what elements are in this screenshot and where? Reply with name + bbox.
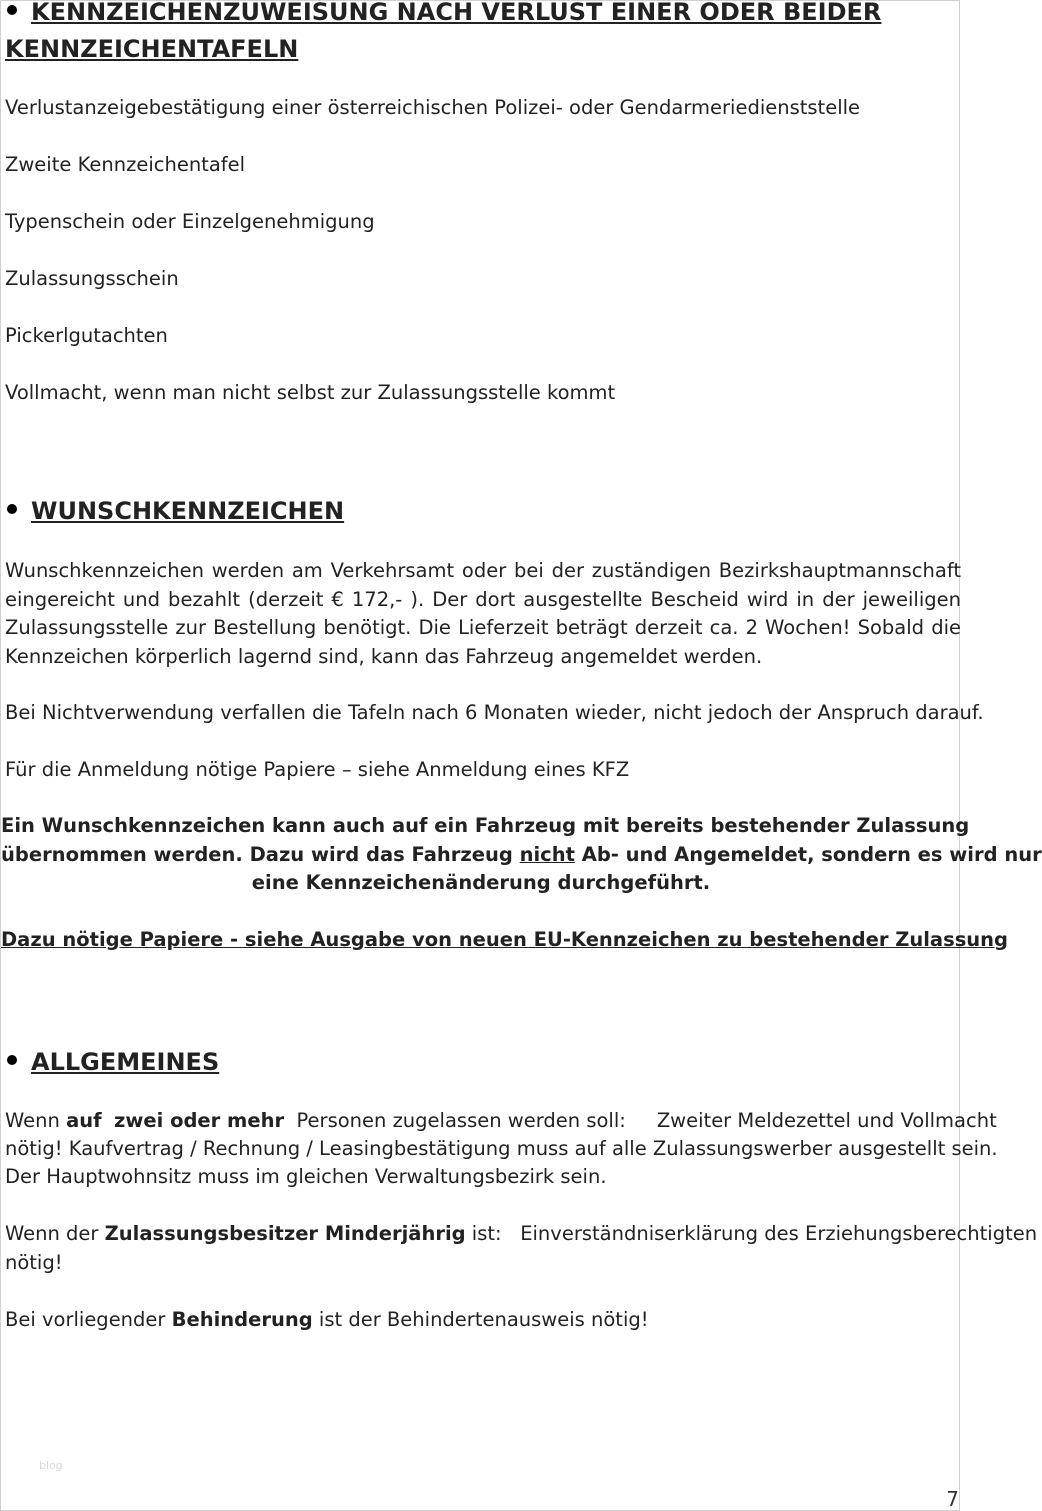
paragraph-line: Kennzeichen körperlich lagernd sind, kann das Fahrzeug angemeldet werden. <box>5 645 763 668</box>
bullet-icon <box>7 5 17 15</box>
bullet-icon <box>7 1055 17 1065</box>
paragraph-line: Zulassungsstelle zur Bestellung benötigt. Die Lieferzeit beträgt derzeit ca. 2 Wochen! Sobald die <box>5 616 961 639</box>
list-item: Zulassungsschein <box>5 267 179 290</box>
section-heading-wunschkennzeichen: WUNSCHKENNZEICHEN <box>5 494 344 528</box>
bullet-icon <box>7 504 17 514</box>
paragraph: Für die Anmeldung nötige Papiere – siehe Anmeldung eines KFZ <box>5 758 630 781</box>
reference-link: Dazu nötige Papiere - siehe Ausgabe von neuen EU-Kennzeichen zu bestehender Zulassung <box>1 928 1009 951</box>
paragraph-line: Wenn der Zulassungsbesitzer Minderjährig ist: Einverständniserklärung des Erziehungsberechtigten <box>5 1222 1038 1245</box>
paragraph-line: nötig! Kaufvertrag / Rechnung / Leasingbestätigung muss auf alle Zulassungswerber ausgestellt sein. <box>5 1137 998 1160</box>
emphasis-nicht: nicht <box>519 843 575 866</box>
paragraph: Bei Nichtverwendung verfallen die Tafeln nach 6 Monaten wieder, nicht jedoch der Anspruch darauf. <box>5 701 984 724</box>
section-heading-kennzeichenzuweisung-line2: KENNZEICHENTAFELN <box>5 35 299 63</box>
bold-notice-line: übernommen werden. Dazu wird das Fahrzeug nicht Ab- und Angemeldet, sondern es wird nur <box>1 843 1042 866</box>
paragraph-line: Bei vorliegender Behinderung ist der Behindertenausweis nötig! <box>5 1308 649 1331</box>
bold-notice-line: eine Kennzeichenänderung durchgeführt. <box>251 871 711 894</box>
paragraph-line: eingereicht und bezahlt (derzeit € 172,- ). Der dort ausgestellte Bescheid wird in der jeweiligen <box>5 588 961 611</box>
list-item: Typenschein oder Einzelgenehmigung <box>5 210 375 233</box>
paragraph-line: Der Hauptwohnsitz muss im gleichen Verwaltungsbezirk sein. <box>5 1165 607 1188</box>
paragraph-line: nötig! <box>5 1251 63 1274</box>
list-item: Vollmacht, wenn man nicht selbst zur Zulassungsstelle kommt <box>5 381 616 404</box>
bold-notice-line: Ein Wunschkennzeichen kann auch auf ein Fahrzeug mit bereits bestehender Zulassung <box>1 814 970 837</box>
list-item: Pickerlgutachten <box>5 324 168 347</box>
list-item: Verlustanzeigebestätigung einer österreichischen Polizei- oder Gendarmeriedienststelle <box>5 96 861 119</box>
page-number: 7 <box>946 1487 959 1511</box>
section-heading-kennzeichenzuweisung: KENNZEICHENZUWEISUNG NACH VERLUST EINER ODER BEIDER <box>5 0 881 29</box>
paragraph-line: Wenn auf zwei oder mehr Personen zugelassen werden soll: Zweiter Meldezettel und Vollmacht <box>5 1109 997 1132</box>
section-heading-allgemeines: ALLGEMEINES <box>5 1045 219 1079</box>
watermark: blog <box>39 1459 63 1472</box>
paragraph-line: Wunschkennzeichen werden am Verkehrsamt oder bei der zuständigen Bezirkshauptmannschaft <box>5 559 961 582</box>
list-item: Zweite Kennzeichentafel <box>5 153 246 176</box>
